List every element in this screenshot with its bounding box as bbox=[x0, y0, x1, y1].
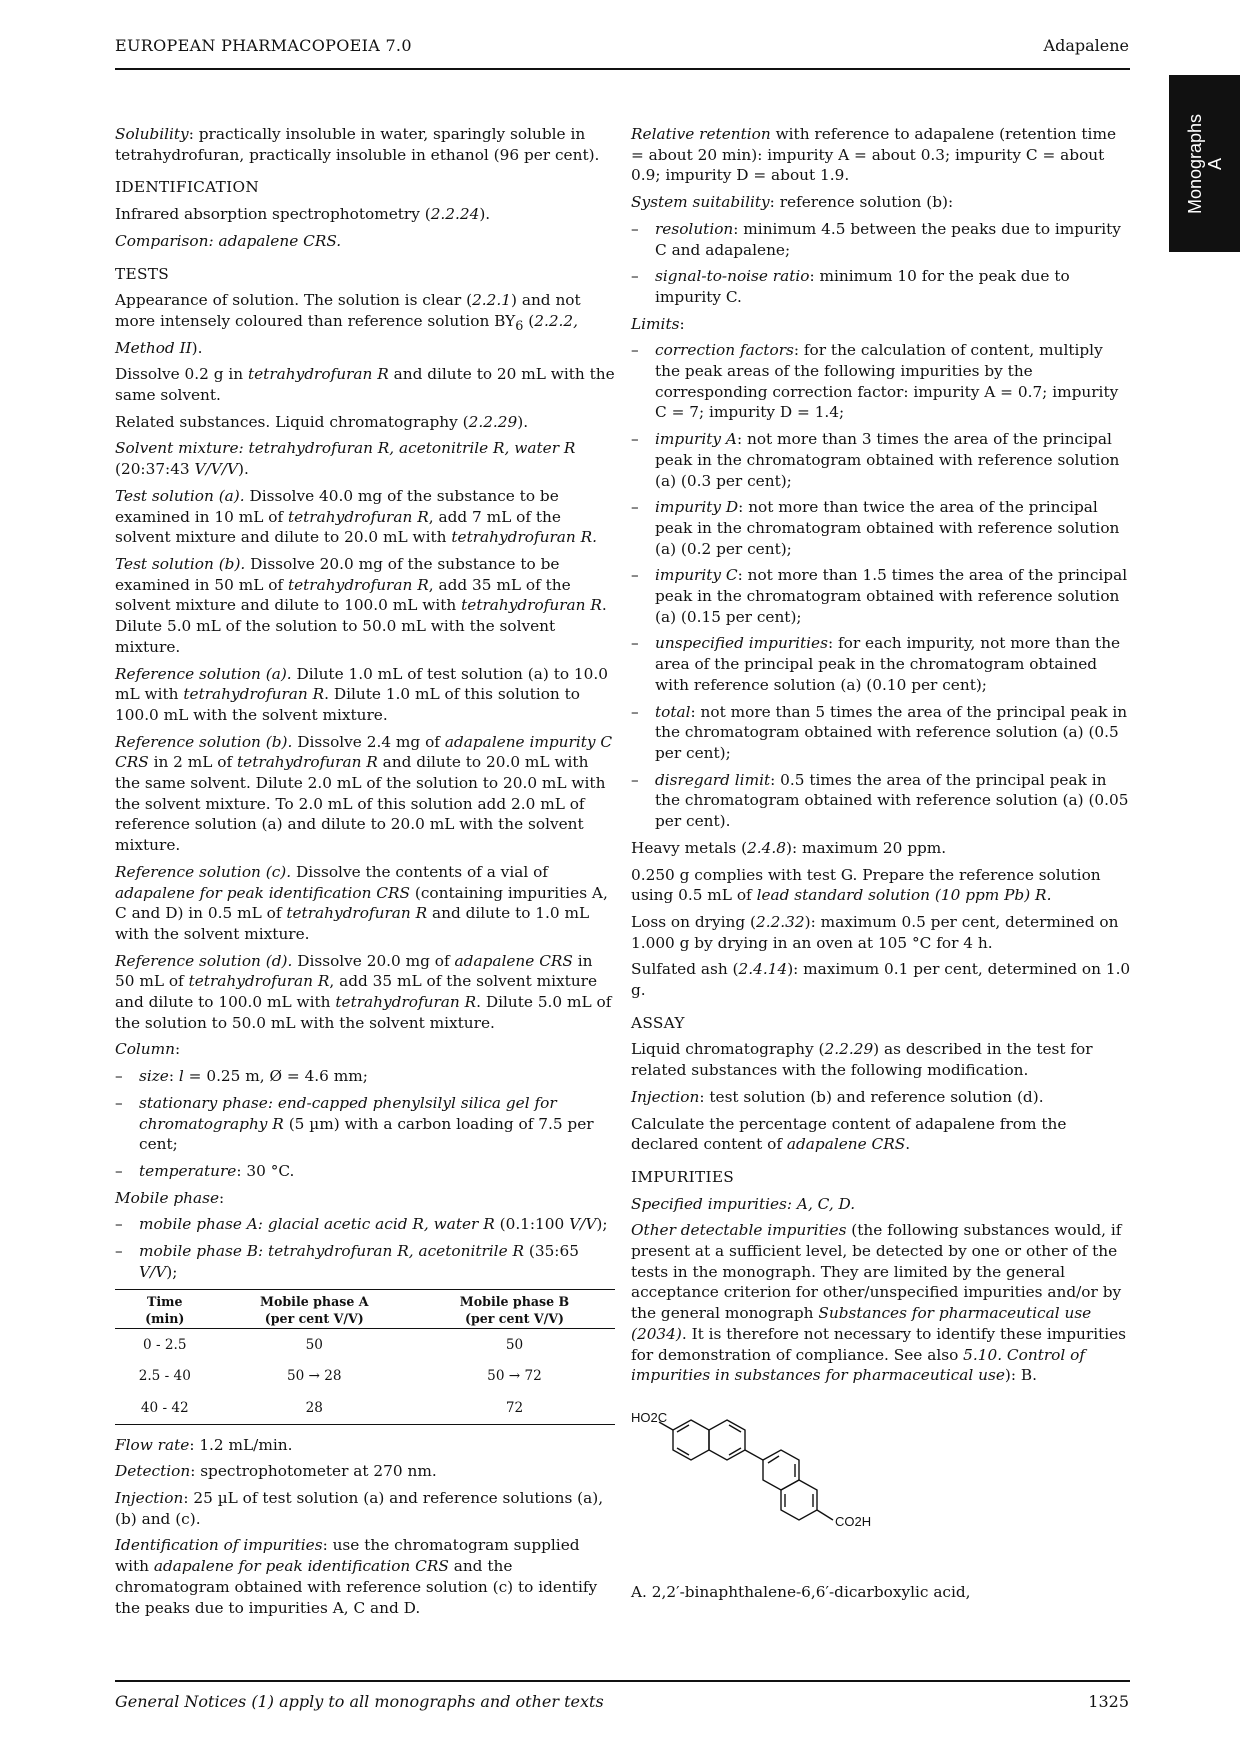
testb-d: tetrahydrofuran R bbox=[461, 596, 602, 615]
appearance-sub: 6 bbox=[515, 318, 524, 334]
identification-heading: IDENTIFICATION bbox=[115, 178, 260, 197]
testb-e: . Dilute 5.0 mL of the solution to 50.0 mL with the solvent mixture. bbox=[115, 596, 607, 656]
compound-a-name: A. 2,2′-binaphthalene-6,6′-dicarboxylic acid, bbox=[631, 1582, 971, 1601]
ash-title: Sulfated ash bbox=[631, 960, 728, 979]
th-mpb: Mobile phase B bbox=[459, 1293, 570, 1309]
detection-text: : spectrophotometer at 270 nm. bbox=[190, 1462, 437, 1481]
limit-total bbox=[631, 702, 1131, 764]
right-column bbox=[631, 124, 1131, 1608]
other-e: ): B. bbox=[1004, 1366, 1038, 1385]
comparison bbox=[115, 231, 615, 252]
assay-heading: ASSAY bbox=[631, 1013, 685, 1032]
impa-text: : not more than 3 times the area of the principal peak in the chromatogram obtained with reference solution (a) (0.3 per cent); bbox=[655, 430, 1120, 490]
disregard-text: : 0.5 times the area of the principal peak in the chromatogram obtained with reference solution (a) (0.05 per cent). bbox=[655, 770, 1129, 831]
refd-a: Dissolve 20.0 mg of bbox=[292, 951, 455, 970]
limit-disregard bbox=[631, 770, 1131, 832]
impd-label: impurity D bbox=[655, 498, 739, 517]
ash-a: ( bbox=[727, 960, 739, 979]
refc-e: and dilute to 1.0 mL with the solvent mixture. bbox=[115, 904, 590, 943]
size-a: : bbox=[168, 1067, 179, 1086]
structure-label-bottom: CO2H bbox=[835, 1513, 872, 1529]
injection bbox=[115, 1488, 615, 1529]
refd-b: adapalene CRS bbox=[454, 951, 573, 970]
table-row bbox=[115, 1328, 615, 1360]
column-colon: : bbox=[175, 1040, 181, 1059]
column-stationary-phase bbox=[115, 1093, 615, 1155]
refb-d: tetrahydrofuran R bbox=[237, 753, 378, 772]
comparison-label: Comparison bbox=[115, 231, 209, 250]
lod-a: ( bbox=[745, 912, 756, 931]
test-solution-b bbox=[115, 554, 615, 658]
left-column bbox=[115, 124, 615, 1624]
table-header-mpb bbox=[414, 1289, 615, 1328]
appearance-d: ( bbox=[523, 311, 535, 330]
heavy-a: ( bbox=[736, 838, 748, 857]
idimp-b: adapalene for peak identification CRS bbox=[153, 1557, 449, 1576]
total-label: total bbox=[655, 702, 691, 721]
solubility-label: Solubility bbox=[115, 125, 189, 143]
side-tab-line1: Monographs bbox=[1184, 113, 1205, 214]
ash-c: ): maximum 0.1 per cent, determined on 1.0 g. bbox=[631, 960, 1131, 1000]
table-cell: 0 - 2.5 bbox=[143, 1336, 187, 1353]
solvent-d: ). bbox=[238, 460, 249, 479]
signal-to-noise bbox=[631, 266, 1131, 307]
header-rule bbox=[115, 68, 1130, 70]
refc-label: Reference solution (c). bbox=[115, 862, 292, 881]
column-temperature bbox=[115, 1161, 615, 1182]
impurities-heading: IMPURITIES bbox=[631, 1167, 735, 1186]
identification-text bbox=[115, 204, 615, 225]
table-header-time bbox=[115, 1289, 215, 1328]
related-substances bbox=[115, 412, 615, 433]
loss-on-drying bbox=[631, 912, 1131, 953]
snr-label: signal-to-noise ratio bbox=[655, 267, 810, 286]
ident-text-a: Infrared absorption spectrophotometry ( bbox=[115, 205, 431, 224]
unspec-text: : for each impurity, not more than the area of the principal peak in the chromatogram obtained with reference solution (a) (0.10 per cent); bbox=[655, 634, 1121, 694]
assay-ref: 2.2.29 bbox=[824, 1040, 874, 1059]
appearance-method: 2.2.2, Method II bbox=[115, 311, 579, 357]
lod-ref: 2.2.32 bbox=[755, 912, 805, 931]
assay-inj-label: Injection bbox=[631, 1087, 700, 1106]
relret-label: Relative retention bbox=[631, 125, 771, 143]
table-header-row bbox=[115, 1289, 615, 1328]
dissolve-b: tetrahydrofuran R bbox=[247, 365, 389, 384]
syssuit-text: : reference solution (b): bbox=[769, 193, 954, 212]
footer-rule bbox=[115, 1680, 1130, 1682]
mpb-label: mobile phase B bbox=[139, 1242, 258, 1261]
other-a: (the following substances would, if present at a sufficient level, be detected by one or other of the tests in the monograph. They are limited by the general acceptance criterion for other/unspecified impurities and/or by the general monograph bbox=[631, 1221, 1122, 1323]
identification-of-impurities bbox=[115, 1535, 615, 1618]
ring-1b bbox=[709, 1420, 745, 1460]
relative-retention bbox=[631, 124, 1131, 186]
mpb-d: ); bbox=[166, 1262, 178, 1281]
stationary-a: : end-capped phenylsilyl silica gel for chromatography R bbox=[139, 1093, 557, 1133]
solvent-mixture bbox=[115, 438, 615, 479]
detection bbox=[115, 1461, 615, 1482]
heavy-metals bbox=[631, 838, 1131, 859]
heavy-metals-method bbox=[631, 865, 1131, 906]
injection-text: : 25 µL of test solution (a) and reference solutions (a), (b) and (c). bbox=[115, 1489, 604, 1528]
size-b: = 0.25 m, Ø = 4.6 mm; bbox=[183, 1067, 368, 1086]
related-ref: 2.2.29 bbox=[468, 412, 518, 431]
other-d: 5.10. Control of impurities in substances for pharmaceutical use bbox=[631, 1345, 1085, 1385]
refc-d: tetrahydrofuran R bbox=[286, 904, 428, 923]
related-a: Liquid chromatography ( bbox=[270, 412, 469, 431]
limits bbox=[631, 314, 1131, 335]
calc-b: adapalene CRS bbox=[786, 1135, 906, 1154]
refd-c: in 50 mL of bbox=[115, 951, 593, 991]
table-cell: 50 → 72 bbox=[487, 1368, 542, 1385]
correction-factors bbox=[631, 340, 1131, 423]
heavy-title: Heavy metals bbox=[631, 838, 737, 857]
testb-c: , add 35 mL of the solvent mixture and dilute to 100.0 mL with bbox=[115, 575, 571, 615]
ring-2a bbox=[763, 1450, 799, 1490]
assay-calculation bbox=[631, 1114, 1131, 1155]
injection-label: Injection bbox=[115, 1489, 184, 1508]
assay-text bbox=[631, 1039, 1131, 1080]
side-tab bbox=[1169, 75, 1240, 252]
bond-carboxyl-bottom bbox=[817, 1510, 833, 1520]
testa-a: Dissolve 40.0 mg of the substance to be examined in 10 mL of bbox=[115, 486, 559, 526]
reference-solution-a bbox=[115, 664, 615, 726]
other-b: Substances for pharmaceutical use (2034) bbox=[631, 1304, 1092, 1343]
refb-e: and dilute to 20.0 mL with the same solvent. Dilute 2.0 mL of the solution to 20.0 mL with the solvent mixture. To 2.0 mL of this solution add 2.0 mL of reference solution (a) and dilute to 20.0 mL with the solvent mixture. bbox=[115, 753, 606, 855]
lod-title: Loss on drying bbox=[631, 912, 746, 931]
reference-solution-d bbox=[115, 951, 615, 1034]
limit-impurity-c bbox=[631, 565, 1131, 627]
refc-b: adapalene for peak identification CRS bbox=[115, 883, 410, 902]
assay-injection bbox=[631, 1087, 1131, 1108]
resolution-text: : minimum 4.5 between the peaks due to impurity C and adapalene; bbox=[655, 219, 1121, 259]
th-time: Time bbox=[147, 1293, 183, 1309]
other-detectable-impurities bbox=[631, 1220, 1131, 1386]
other-c: . It is therefore not necessary to identify these impurities for demonstration of compliance. See also bbox=[631, 1324, 1127, 1364]
table-cell: 50 bbox=[505, 1336, 524, 1353]
ring-1a bbox=[673, 1420, 709, 1460]
appearance-title: Appearance of solution. bbox=[115, 291, 300, 310]
th-mpb-unit: (per cent V/V) bbox=[465, 1310, 564, 1326]
mpb-a: : tetrahydrofuran R, acetonitrile R bbox=[257, 1242, 525, 1261]
temperature-label: temperature bbox=[139, 1161, 237, 1180]
testb-label: Test solution (b). bbox=[115, 555, 246, 573]
flow-text: : 1.2 mL/min. bbox=[189, 1435, 293, 1454]
system-suitability bbox=[631, 192, 1131, 213]
heavy2-b: lead standard solution (10 ppm Pb) R. bbox=[756, 886, 1052, 905]
size-label: size bbox=[139, 1067, 169, 1086]
ident-text-c: ). bbox=[479, 205, 491, 224]
table-cell: 72 bbox=[505, 1399, 524, 1416]
flow-label: Flow rate bbox=[115, 1435, 190, 1454]
resolution bbox=[631, 219, 1131, 260]
heavy-c: ): maximum 20 ppm. bbox=[786, 838, 947, 857]
refa-b: tetrahydrofuran R bbox=[183, 685, 325, 704]
biaryl-bond bbox=[745, 1450, 763, 1460]
dissolve bbox=[115, 364, 615, 405]
cf-text: : for the calculation of content, multiply the peak areas of the following impurities by the corresponding correction factor: impurity A = 0.7; impurity C = 7; impurity D = 1.4; bbox=[655, 341, 1119, 422]
structure-label-top: HO2C bbox=[631, 1409, 668, 1425]
solvent-label: Solvent mixture bbox=[115, 439, 239, 458]
header-monograph-name: Adapalene bbox=[1043, 36, 1129, 55]
mobile-phase-a bbox=[115, 1214, 615, 1235]
relret-text: with reference to adapalene (retention time = about 20 min): impurity A = about 0.3; impurity C = about 0.9; impurity D = about 1.9. bbox=[631, 125, 1117, 185]
side-tab-line2: A bbox=[1204, 157, 1225, 170]
page-number: 1325 bbox=[1088, 1692, 1129, 1711]
mobile-label: Mobile phase bbox=[115, 1188, 220, 1207]
refa-label: Reference solution (a). bbox=[115, 664, 292, 683]
heavy2-a: 0.250 g complies with test G. Prepare the reference solution using 0.5 mL of bbox=[631, 865, 1101, 905]
appearance-c: ) and not more intensely coloured than reference solution BY bbox=[115, 291, 581, 330]
refd-e: , add 35 mL of the solvent mixture and dilute to 100.0 mL with bbox=[115, 972, 598, 1012]
reference-solution-c bbox=[115, 862, 615, 945]
column-size bbox=[115, 1066, 615, 1087]
refc-a: Dissolve the contents of a vial of bbox=[291, 862, 548, 881]
limit-impurity-d bbox=[631, 497, 1131, 559]
gradient-table bbox=[115, 1289, 615, 1425]
appearance-ref: 2.2.1 bbox=[472, 291, 511, 310]
temperature-text: : 30 °C. bbox=[236, 1161, 295, 1180]
mpb-b: (35:65 bbox=[524, 1242, 579, 1261]
idimp-c: and the chromatogram obtained with reference solution (c) to identify the peaks due to impurities A, C and D. bbox=[115, 1557, 598, 1617]
mobile-colon: : bbox=[219, 1188, 225, 1207]
stationary-label: stationary phase bbox=[139, 1093, 268, 1112]
impa-label: impurity A bbox=[655, 430, 737, 449]
comparison-text: : adapalene CRS. bbox=[208, 231, 342, 250]
ident-ref: 2.2.24 bbox=[430, 205, 480, 224]
footer-note: General Notices (1) apply to all monographs and other texts bbox=[115, 1692, 604, 1711]
appearance bbox=[115, 290, 615, 358]
th-mpa-unit: (per cent V/V) bbox=[264, 1310, 364, 1326]
related-title: Related substances. bbox=[115, 412, 271, 431]
mpa-a: : glacial acetic acid R, water R bbox=[257, 1215, 495, 1234]
table-row bbox=[115, 1360, 615, 1392]
other-label: Other detectable impurities bbox=[631, 1221, 847, 1240]
ring-2b bbox=[781, 1480, 817, 1520]
table-cell: 50 → 28 bbox=[286, 1368, 342, 1385]
specified-impurities: Specified impurities: A, C, D. bbox=[631, 1194, 856, 1213]
disregard-label: disregard limit bbox=[655, 770, 771, 789]
solubility bbox=[115, 124, 615, 165]
refa-a: Dilute 1.0 mL of test solution (a) to 10.0 mL with bbox=[115, 664, 608, 704]
testa-label: Test solution (a). bbox=[115, 486, 245, 505]
lod-c: ): maximum 0.5 per cent, determined on 1.000 g by drying in an oven at 105 °C for 4 h. bbox=[631, 912, 1119, 952]
mobile-phase bbox=[115, 1188, 615, 1209]
limits-label: Limits bbox=[631, 314, 680, 333]
refb-label: Reference solution (b). bbox=[115, 732, 293, 751]
table-cell: 28 bbox=[305, 1399, 323, 1416]
refa-c: . Dilute 1.0 mL of this solution to 100.0 mL with the solvent mixture. bbox=[115, 685, 581, 724]
cf-label: correction factors bbox=[655, 341, 794, 360]
column bbox=[115, 1039, 615, 1060]
table-cell: 2.5 - 40 bbox=[138, 1368, 191, 1385]
impurity-a-structure bbox=[631, 1402, 931, 1572]
mpb-c: V/V bbox=[139, 1262, 167, 1281]
assay-inj-text: : test solution (b) and reference solution (d). bbox=[699, 1087, 1044, 1106]
mobile-phase-b bbox=[115, 1241, 615, 1282]
mpa-b: (0.1:100 bbox=[494, 1215, 570, 1234]
refd-g: . Dilute 5.0 mL of the solution to 50.0 mL with the solvent mixture. bbox=[115, 993, 612, 1032]
testb-a: Dissolve 20.0 mg of the substance to be examined in 50 mL of bbox=[115, 555, 560, 594]
refd-f: tetrahydrofuran R bbox=[335, 993, 477, 1012]
flow-rate bbox=[115, 1435, 615, 1456]
refd-label: Reference solution (d). bbox=[115, 951, 293, 970]
refb-b: adapalene impurity C CRS bbox=[115, 732, 613, 772]
idimp-label: Identification of impurities bbox=[115, 1536, 323, 1555]
table-header-mpa bbox=[215, 1289, 414, 1328]
side-tab-text bbox=[1185, 113, 1225, 213]
dissolve-a: Dissolve 0.2 g in bbox=[115, 365, 248, 384]
solvent-a: : tetrahydrofuran R, acetonitrile R, water R bbox=[238, 439, 576, 458]
refb-c: in 2 mL of bbox=[148, 753, 238, 772]
idimp-a: : use the chromatogram supplied with bbox=[115, 1536, 580, 1576]
ash-ref: 2.4.14 bbox=[738, 960, 788, 979]
impc-label: impurity C bbox=[655, 566, 738, 585]
mpa-label: mobile phase A bbox=[139, 1215, 258, 1234]
size-l: l bbox=[178, 1067, 184, 1086]
sulfated-ash bbox=[631, 959, 1131, 1000]
assay-a: Liquid chromatography ( bbox=[631, 1040, 825, 1059]
syssuit-label: System suitability bbox=[631, 193, 770, 212]
related-c: ). bbox=[517, 412, 529, 431]
appearance-a: The solution is clear ( bbox=[299, 291, 473, 310]
resolution-label: resolution bbox=[655, 219, 734, 238]
appearance-f: ). bbox=[191, 338, 203, 357]
th-mpa: Mobile phase A bbox=[260, 1293, 369, 1309]
assay-c: ) as described in the test for related substances with the following modification. bbox=[631, 1040, 1093, 1080]
refb-a: Dissolve 2.4 mg of bbox=[292, 732, 445, 751]
calc-c: . bbox=[905, 1135, 911, 1154]
header-title: EUROPEAN PHARMACOPOEIA 7.0 bbox=[115, 36, 412, 55]
impc-text: : not more than 1.5 times the area of the principal peak in the chromatogram obtained with reference solution (a) (0.15 per cent); bbox=[655, 566, 1128, 626]
snr-text: : minimum 10 for the peak due to impurity C. bbox=[655, 267, 1070, 306]
testa-d: tetrahydrofuran R. bbox=[451, 528, 598, 547]
testa-c: , add 7 mL of the solvent mixture and dilute to 20.0 mL with bbox=[115, 507, 561, 547]
mpa-d: ); bbox=[596, 1215, 608, 1234]
reference-solution-b bbox=[115, 732, 615, 856]
table-cell: 50 bbox=[305, 1336, 323, 1353]
impd-text: : not more than twice the area of the principal peak in the chromatogram obtained with reference solution (a) (0.2 per cent); bbox=[655, 498, 1120, 558]
testb-b: tetrahydrofuran R bbox=[287, 575, 429, 594]
testa-b: tetrahydrofuran R bbox=[287, 507, 429, 526]
table-row bbox=[115, 1392, 615, 1424]
detection-label: Detection bbox=[115, 1462, 191, 1481]
limit-impurity-a bbox=[631, 429, 1131, 491]
tests-heading: TESTS bbox=[115, 264, 170, 283]
solubility-text: : practically insoluble in water, sparingly soluble in tetrahydrofuran, practically insoluble in ethanol (96 per cent). bbox=[115, 125, 600, 164]
th-time-unit: (min) bbox=[145, 1310, 185, 1326]
heavy-ref: 2.4.8 bbox=[747, 838, 787, 857]
dissolve-c: and dilute to 20 mL with the same solvent. bbox=[115, 365, 615, 405]
refc-c: (containing impurities A, C and D) in 0.5 mL of bbox=[115, 883, 608, 923]
refd-d: tetrahydrofuran R bbox=[188, 972, 330, 991]
stationary-b: (5 µm) with a carbon loading of 7.5 per cent; bbox=[139, 1114, 594, 1154]
mpa-c: V/V bbox=[569, 1215, 597, 1234]
limit-unspecified bbox=[631, 633, 1131, 695]
solvent-b: (20:37:43 bbox=[115, 460, 195, 479]
solvent-c: V/V/V bbox=[194, 460, 238, 479]
calc-a: Calculate the percentage content of adapalene from the declared content of bbox=[631, 1114, 1067, 1154]
total-text: : not more than 5 times the area of the principal peak in the chromatogram obtained with reference solution (a) (0.5 per cent); bbox=[655, 702, 1128, 762]
column-label: Column bbox=[115, 1040, 176, 1059]
table-cell: 40 - 42 bbox=[140, 1399, 189, 1416]
limits-colon: : bbox=[679, 314, 685, 333]
test-solution-a bbox=[115, 486, 615, 548]
unspec-label: unspecified impurities bbox=[655, 634, 828, 653]
